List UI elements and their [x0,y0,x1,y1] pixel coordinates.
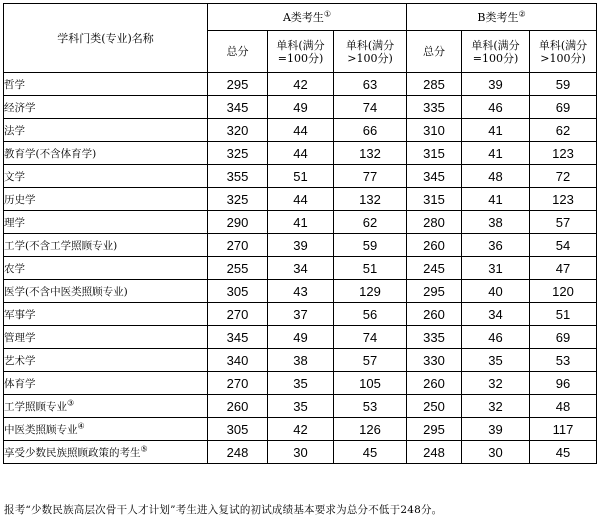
b-single-over100-header: 单科(满分>100分) [530,31,597,73]
discipline-name [4,188,208,211]
table-row [4,188,597,211]
a-single-100-cell: 35 [268,372,334,395]
discipline-label: 哲学 [4,78,25,91]
footnote: 报考“少数民族高层次骨干人才计划”考生进入复试的初试成绩基本要求为总分不低于248分。 [4,504,443,516]
group-a-label: A类考生 [282,11,324,25]
group-b-footnote-mark: ② [518,9,526,19]
b-single-100-cell: 32 [462,372,530,395]
table-row [4,349,597,372]
a-single-100-cell: 42 [268,73,334,96]
a-total-cell: 255 [208,257,268,280]
b-single-over100-cell: 53 [530,349,597,372]
b-total-cell: 315 [407,142,462,165]
b-single-100-cell: 30 [462,441,530,464]
table-row [4,211,597,234]
table-row [4,280,597,303]
discipline-label: 体育学 [4,377,36,390]
a-total-cell: 290 [208,211,268,234]
discipline-name [4,96,208,119]
a-single-100-cell: 37 [268,303,334,326]
table-row [4,96,597,119]
a-single-over100-cell: 66 [334,119,407,142]
a-total-cell: 355 [208,165,268,188]
discipline-name [4,372,208,395]
footnote-mark: ④ [77,421,85,430]
b-single-over100-cell: 59 [530,73,597,96]
a-single-100-cell: 44 [268,119,334,142]
b-total-cell: 260 [407,372,462,395]
table-row [4,372,597,395]
discipline-name [4,211,208,234]
a-total-cell: 270 [208,372,268,395]
discipline-label: 医学(不含中医类照顾专业) [4,285,128,298]
discipline-name [4,280,208,303]
a-total-cell: 305 [208,280,268,303]
discipline-name [4,349,208,372]
b-total-cell: 315 [407,188,462,211]
discipline-name [4,257,208,280]
a-single-over100-cell: 129 [334,280,407,303]
b-single-over100-cell: 123 [530,142,597,165]
a-single-100-cell: 51 [268,165,334,188]
b-total-cell: 260 [407,234,462,257]
a-total-cell: 345 [208,326,268,349]
b-total-header: 总分 [407,31,462,73]
b-single-100-cell: 35 [462,349,530,372]
discipline-name [4,395,208,418]
discipline-label: 经济学 [4,101,36,114]
b-single-100-cell: 40 [462,280,530,303]
a-single-100-cell: 30 [268,441,334,464]
a-single-over100-cell: 105 [334,372,407,395]
a-total-cell: 248 [208,441,268,464]
footnote-mark: ⑤ [140,444,148,453]
a-single-over100-header: 单科(满分>100分) [334,31,407,73]
b-single-over100-cell: 72 [530,165,597,188]
b-total-cell: 295 [407,418,462,441]
b-total-cell: 295 [407,280,462,303]
a-single-100-header: 单科(满分=100分) [268,31,334,73]
a-single-over100-cell: 62 [334,211,407,234]
b-single-over100-cell: 48 [530,395,597,418]
discipline-name [4,303,208,326]
b-single-over100-cell: 51 [530,303,597,326]
discipline-label: 法学 [4,124,25,137]
b-single-100-cell: 46 [462,326,530,349]
a-single-over100-cell: 74 [334,326,407,349]
b-single-over100-cell: 69 [530,96,597,119]
b-single-100-cell: 46 [462,96,530,119]
discipline-label: 历史学 [4,193,36,206]
score-table [3,3,597,464]
discipline-label: 工学照顾专业 [4,400,67,413]
b-single-over100-cell: 123 [530,188,597,211]
discipline-label: 艺术学 [4,354,36,367]
category-header [4,4,208,73]
b-single-100-cell: 41 [462,188,530,211]
b-single-over100-cell: 117 [530,418,597,441]
a-total-cell: 340 [208,349,268,372]
a-single-100-cell: 38 [268,349,334,372]
b-single-over100-cell: 62 [530,119,597,142]
a-total-cell: 270 [208,303,268,326]
a-single-over100-cell: 132 [334,188,407,211]
table-row [4,142,597,165]
table-row [4,395,597,418]
a-total-cell: 270 [208,234,268,257]
discipline-label: 教育学(不含体育学) [4,147,97,160]
group-b-header [407,4,597,31]
a-total-cell: 260 [208,395,268,418]
discipline-name [4,234,208,257]
discipline-label: 理学 [4,216,25,229]
b-single-100-cell: 34 [462,303,530,326]
a-total-cell: 305 [208,418,268,441]
b-single-100-cell: 39 [462,418,530,441]
discipline-label: 农学 [4,262,25,275]
b-total-cell: 260 [407,303,462,326]
a-single-100-cell: 44 [268,142,334,165]
a-total-cell: 295 [208,73,268,96]
b-total-cell: 250 [407,395,462,418]
b-single-over100-cell: 54 [530,234,597,257]
b-total-cell: 280 [407,211,462,234]
b-single-100-cell: 31 [462,257,530,280]
a-single-over100-cell: 77 [334,165,407,188]
a-single-over100-cell: 74 [334,96,407,119]
b-single-100-cell: 41 [462,142,530,165]
group-a-header [208,4,407,31]
category-header-label: 学科门类(专业)名称 [57,32,154,45]
b-single-over100-cell: 57 [530,211,597,234]
a-single-over100-cell: 45 [334,441,407,464]
a-single-over100-cell: 53 [334,395,407,418]
a-total-header: 总分 [208,31,268,73]
b-total-cell: 335 [407,96,462,119]
b-single-100-cell: 41 [462,119,530,142]
table-row [4,257,597,280]
table-row [4,303,597,326]
a-single-100-cell: 41 [268,211,334,234]
table-row [4,326,597,349]
table-row [4,165,597,188]
b-single-100-header: 单科(满分=100分) [462,31,530,73]
a-single-100-cell: 34 [268,257,334,280]
a-single-over100-cell: 57 [334,349,407,372]
a-single-over100-cell: 126 [334,418,407,441]
a-single-100-cell: 42 [268,418,334,441]
b-single-over100-cell: 45 [530,441,597,464]
b-single-100-cell: 48 [462,165,530,188]
discipline-label: 中医类照顾专业 [4,423,78,436]
b-total-cell: 245 [407,257,462,280]
discipline-name [4,418,208,441]
discipline-label: 文学 [4,170,25,183]
b-single-over100-cell: 47 [530,257,597,280]
a-single-100-cell: 49 [268,96,334,119]
discipline-label: 工学(不含工学照顾专业) [4,239,118,252]
b-single-over100-cell: 69 [530,326,597,349]
b-total-cell: 248 [407,441,462,464]
table-row [4,441,597,464]
a-single-over100-cell: 51 [334,257,407,280]
a-single-over100-cell: 56 [334,303,407,326]
group-b-label: B类考生 [477,11,519,25]
group-a-footnote-mark: ① [323,9,332,19]
a-total-cell: 320 [208,119,268,142]
a-single-100-cell: 43 [268,280,334,303]
b-total-cell: 330 [407,349,462,372]
a-single-100-cell: 39 [268,234,334,257]
table-row [4,418,597,441]
a-single-over100-cell: 132 [334,142,407,165]
b-total-cell: 345 [407,165,462,188]
table-body [4,73,597,464]
discipline-label: 军事学 [4,308,36,321]
discipline-name [4,441,208,464]
table-row [4,119,597,142]
discipline-label: 管理学 [4,331,36,344]
table-row [4,234,597,257]
footnote-mark: ③ [67,398,75,407]
a-single-100-cell: 44 [268,188,334,211]
b-single-over100-cell: 96 [530,372,597,395]
discipline-name [4,142,208,165]
a-single-over100-cell: 63 [334,73,407,96]
b-single-100-cell: 39 [462,73,530,96]
a-single-100-cell: 35 [268,395,334,418]
discipline-label: 享受少数民族照顾政策的考生 [4,446,141,459]
a-total-cell: 325 [208,142,268,165]
a-total-cell: 325 [208,188,268,211]
discipline-name [4,119,208,142]
b-total-cell: 335 [407,326,462,349]
b-single-100-cell: 38 [462,211,530,234]
b-total-cell: 285 [407,73,462,96]
a-total-cell: 345 [208,96,268,119]
table-row [4,73,597,96]
discipline-name [4,165,208,188]
b-single-over100-cell: 120 [530,280,597,303]
discipline-name [4,73,208,96]
b-total-cell: 310 [407,119,462,142]
a-single-over100-cell: 59 [334,234,407,257]
discipline-name [4,326,208,349]
b-single-100-cell: 36 [462,234,530,257]
b-single-100-cell: 32 [462,395,530,418]
a-single-100-cell: 49 [268,326,334,349]
